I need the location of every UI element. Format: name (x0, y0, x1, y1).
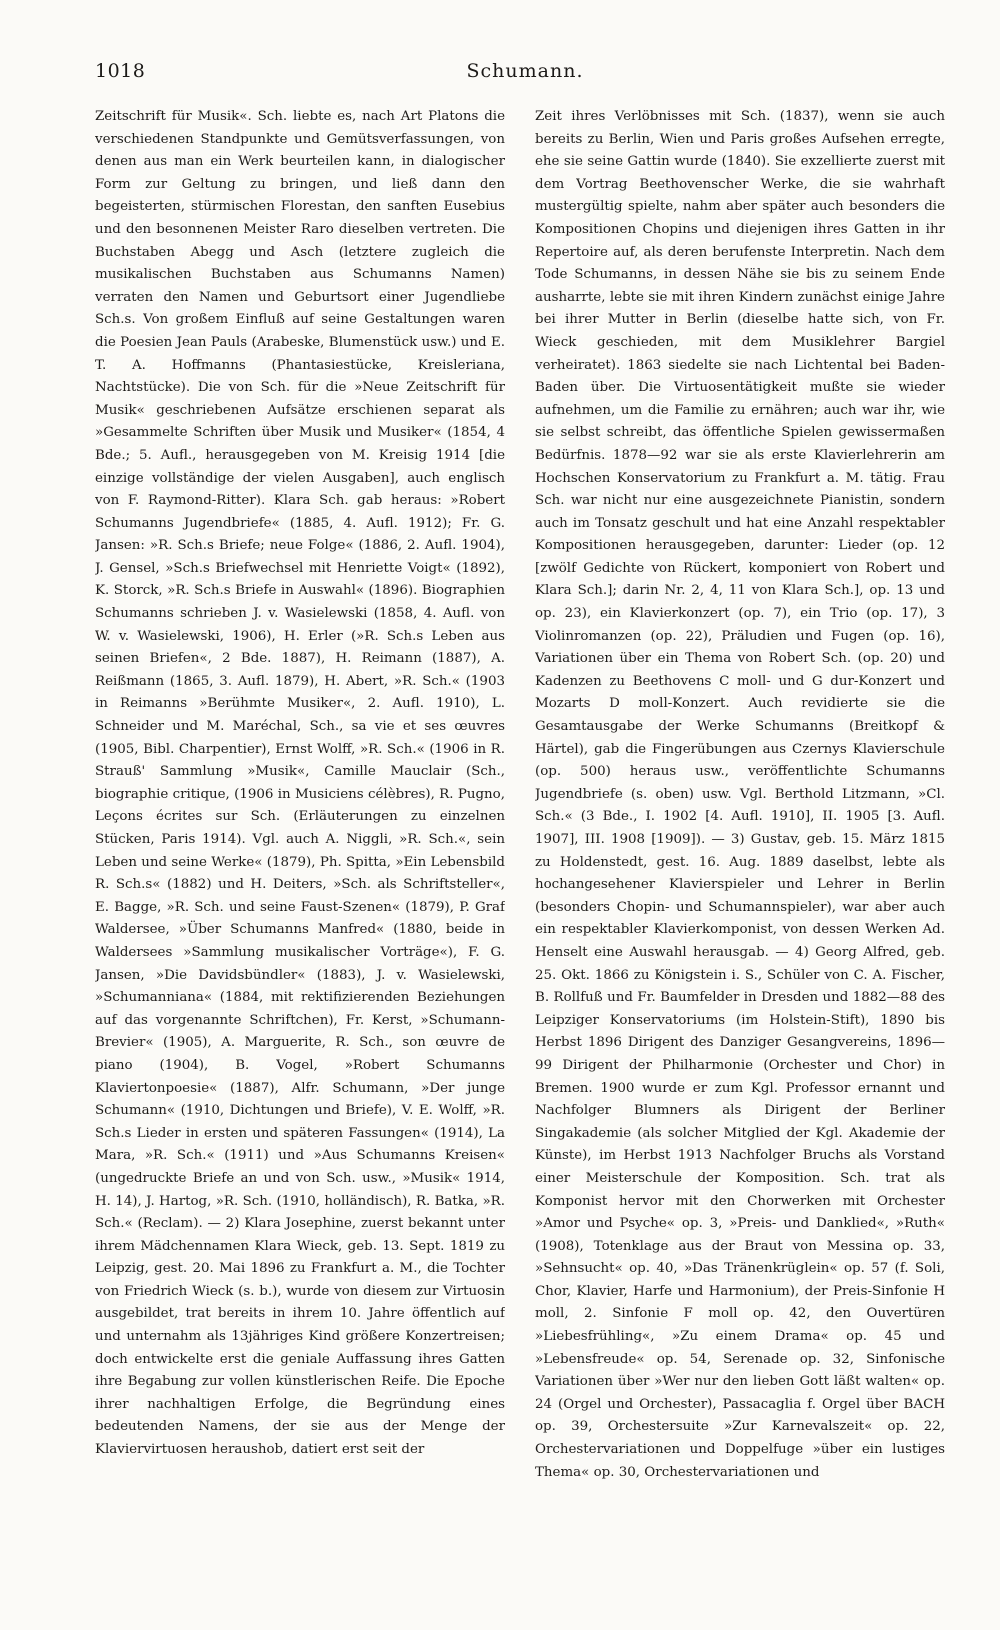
column-text: Zeit ihres Verlöbnisses mit Sch. (1837), wenn sie auch bereits zu Berlin, Wien und Paris großes Aufsehen erregte, ehe sie seine Gattin wurde (1840). Sie exzellierte zuerst mit dem Vortrag Beethovenscher Werke, die sie wahrhaft mustergültig spielte, nahm aber später auch besonders die Kompositionen Chopins und diejenigen ihres Gatten in ihr Repertoire auf, als deren berufenste Interpretin. Nach dem Tode Schumanns, in dessen Nähe sie bis zu seinem Ende ausharrte, lebte sie mit ihren Kindern zunächst einige Jahre bei ihrer Mutter in Berlin (dieselbe hatte sich, von Fr. Wieck geschieden, mit dem Musiklehrer Bargiel verheiratet). 1863 siedelte sie nach Lichtental bei Baden-Baden über. Die Virtuosentätigkeit mußte sie wieder aufnehmen, um die Familie zu ernähren; auch war ihr, wie sie selbst schreibt, das öffentliche Spielen gewissermaßen Bedürfnis. 1878—92 war sie als erste Klavierlehrerin am Hochschen Konservatorium zu Frankfurt a. M. tätig. Frau Sch. war nicht nur eine ausgezeichnete Pianistin, sondern auch im Tonsatz geschult und hat eine Anzahl respektabler Kompositionen herausgegeben, darunter: Lieder (op. 12 [zwölf Gedichte von Rückert, komponiert von Robert und Klara Sch.]; darin Nr. 2, 4, 11 von Klara Sch.], op. 13 und op. 23), ein Klavierkonzert (op. 7), ein Trio (op. 17), 3 Violinromanzen (op. 22), Präludien und Fugen (op. 16), Variationen über ein Thema von Robert Sch. (op. 20) und Kadenzen zu Beethovens C moll- und G dur-Konzert und Mozarts D moll-Konzert. Auch revidierte sie die Gesamtausgabe der Werke Schumanns (Breitkopf & Härtel), gab die Fingerübungen aus Czernys Klavierschule (op. 500) heraus usw., veröffentlichte Schumanns Jugendbriefe (s. oben) usw. Vgl. Berthold Litzmann, »Cl. Sch.« (3 Bde., I. 1902 [4. Aufl. 1910], II. 1905 [3. Aufl. 1907], III. 1908 [1909]). — 3) Gustav, geb. 15. März 1815 zu Holdenstedt, gest. 16. Aug. 1889 daselbst, lebte als hochangesehener Klavierspieler und Lehrer in Berlin (besonders Chopin- und Schumannspieler), war aber auch ein respektabler Klavierkomponist, von dessen Werken Ad. Henselt eine Auswahl herausgab. — 4) Georg Alfred, geb. 25. Okt. 1866 zu Königstein i. S., Schüler von C. A. Fischer, B. Rollfuß und Fr. Baumfelder in Dresden und 1882—88 des Leipziger Konservatoriums (im Holstein-Stift), 1890 bis Herbst 1896 Dirigent des Danziger Gesangvereins, 1896—99 Dirigent der Philharmonie (Orchester und Chor) in Bremen. 1900 wurde er zum Kgl. Professor ernannt und Nachfolger Blumners als Dirigent der Berliner Singakademie (als solcher Mitglied der Kgl. Akademie der Künste), im Herbst 1913 Nachfolger Bruchs als Vorstand einer Meisterschule der Komposition. Sch. trat als Komponist hervor mit den Chorwerken mit Orchester »Amor und Psyche« op. 3, »Preis- und Danklied«, »Ruth« (1908), Totenklage aus der Braut von Messina op. 33, »Sehnsucht« op. 40, »Das Tränenkrüglein« op. 57 (f. Soli, Chor, Klavier, Harfe und Harmonium), der Preis-Sinfonie H moll, 2. Sinfonie F moll op. 42, den Ouvertüren »Liebesfrühling«, »Zu einem Drama« op. 45 und »Lebensfreude« op. 54, Serenade op. 32, Sinfonische Variationen über »Wer nur den lieben Gott läßt walten« op. 24 (Orgel und Orchester), Passacaglia f. Orgel über BACH op. 39, Orchestersuite »Zur Karnevalszeit« op. 22, Orchestervariationen und Doppelfuge »über ein lustiges Thema« op. 30, Orchestervariationen und (535, 109, 945, 1480)
column-gutter (520, 106, 521, 1606)
text-column-right (535, 106, 945, 1606)
text-column-left (95, 106, 505, 1606)
running-head: Schumann. (466, 60, 584, 82)
column-text: Zeitschrift für Musik«. Sch. liebte es, nach Art Platons die verschiedenen Standpunkte und Gemütsverfassungen, von denen aus man ein Werk beurteilen kann, in dialogischer Form zur Geltung zu bringen, und ließ dann den begeisterten, stürmischen Florestan, den sanften Eusebius und den besonnenen Meister Raro dieselben vertreten. Die Buchstaben Abegg und Asch (letztere zugleich die musikalischen Buchstaben aus Schumanns Namen) verraten den Namen und Geburtsort einer Jugendliebe Sch.s. Von großem Einfluß auf seine Gestaltungen waren die Poesien Jean Pauls (Arabeske, Blumenstück usw.) und E. T. A. Hoffmanns (Phantasiestücke, Kreisleriana, Nachtstücke). Die von Sch. für die »Neue Zeitschrift für Musik« geschriebenen Aufsätze erschienen separat als »Gesammelte Schriften über Musik und Musiker« (1854, 4 Bde.; 5. Aufl., herausgegeben von M. Kreisig 1914 [die einzige vollständige der vielen Ausgaben], auch englisch von F. Raymond-Ritter). Klara Sch. gab heraus: »Robert Schumanns Jugendbriefe« (1885, 4. Aufl. 1912); Fr. G. Jansen: »R. Sch.s Briefe; neue Folge« (1886, 2. Aufl. 1904), J. Gensel, »Sch.s Briefwechsel mit Henriette Voigt« (1892), K. Storck, »R. Sch.s Briefe in Auswahl« (1896). Biographien Schumanns schrieben J. v. Wasielewski (1858, 4. Aufl. von W. v. Wasielewski, 1906), H. Erler (»R. Sch.s Leben aus seinen Briefen«, 2 Bde. 1887), H. Reimann (1887), A. Reißmann (1865, 3. Aufl. 1879), H. Abert, »R. Sch.« (1903 in Reimanns »Berühmte Musiker«, 2. Aufl. 1910), L. Schneider und M. Maréchal, Sch., sa vie et ses œuvres (1905, Bibl. Charpentier), Ernst Wolff, »R. Sch.« (1906 in R. Strauß' Sammlung »Musik«, Camille Mauclair (Sch., biographie critique, (1906 in Musiciens célèbres), R. Pugno, Leçons écrites sur Sch. (Erläuterungen zu einzelnen Stücken, Paris 1914). Vgl. auch A. Niggli, »R. Sch.«, sein Leben und seine Werke« (1879), Ph. Spitta, »Ein Lebensbild R. Sch.s« (1882) und H. Deiters, »Sch. als Schriftsteller«, E. Bagge, »R. Sch. und seine Faust-Szenen« (1879), P. Graf Waldersee, »Über Schumanns Manfred« (1880, beide in Waldersees »Sammlung musikalischer Vorträge«), F. G. Jansen, »Die Davidsbündler« (1883), J. v. Wasielewski, »Schumanniana« (1884, mit rektifizierenden Beziehungen auf das vorgenannte Schriftchen), Fr. Kerst, »Schumann-Brevier« (1905), A. Marguerite, R. Sch., son œuvre de piano (1904), B. Vogel, »Robert Schumanns Klaviertonpoesie« (1887), Alfr. Schumann, »Der junge Schumann« (1910, Dichtungen und Briefe), V. E. Wolff, »R. Sch.s Lieder in ersten und späteren Fassungen« (1914), La Mara, »R. Sch.« (1911) und »Aus Schumanns Kreisen« (ungedruckte Briefe an und von Sch. usw., »Musik« 1914, H. 14), J. Hartog, »R. Sch. (1910, holländisch), R. Batka, »R. Sch.« (Reclam). — 2) Klara Josephine, zuerst bekannt unter ihrem Mädchennamen Klara Wieck, geb. 13. Sept. 1819 zu Leipzig, gest. 20. Mai 1896 zu Frankfurt a. M., die Tochter von Friedrich Wieck (s. b.), wurde von diesem zur Virtuosin ausgebildet, trat bereits in ihrem 10. Jahre öffentlich auf und unternahm als 13jähriges Kind größere Konzertreisen; doch entwickelte erst die geniale Auffassung ihres Gatten ihre Begabung zur vollen künstlerischen Reife. Die Epoche ihrer nachhaltigen Erfolge, die Begründung eines bedeutenden Namens, der sie aus der Menge der Klaviervirtuosen heraushob, datiert erst seit der (95, 109, 505, 1458)
page-header (95, 60, 955, 90)
page-number: 1018 (95, 60, 146, 82)
